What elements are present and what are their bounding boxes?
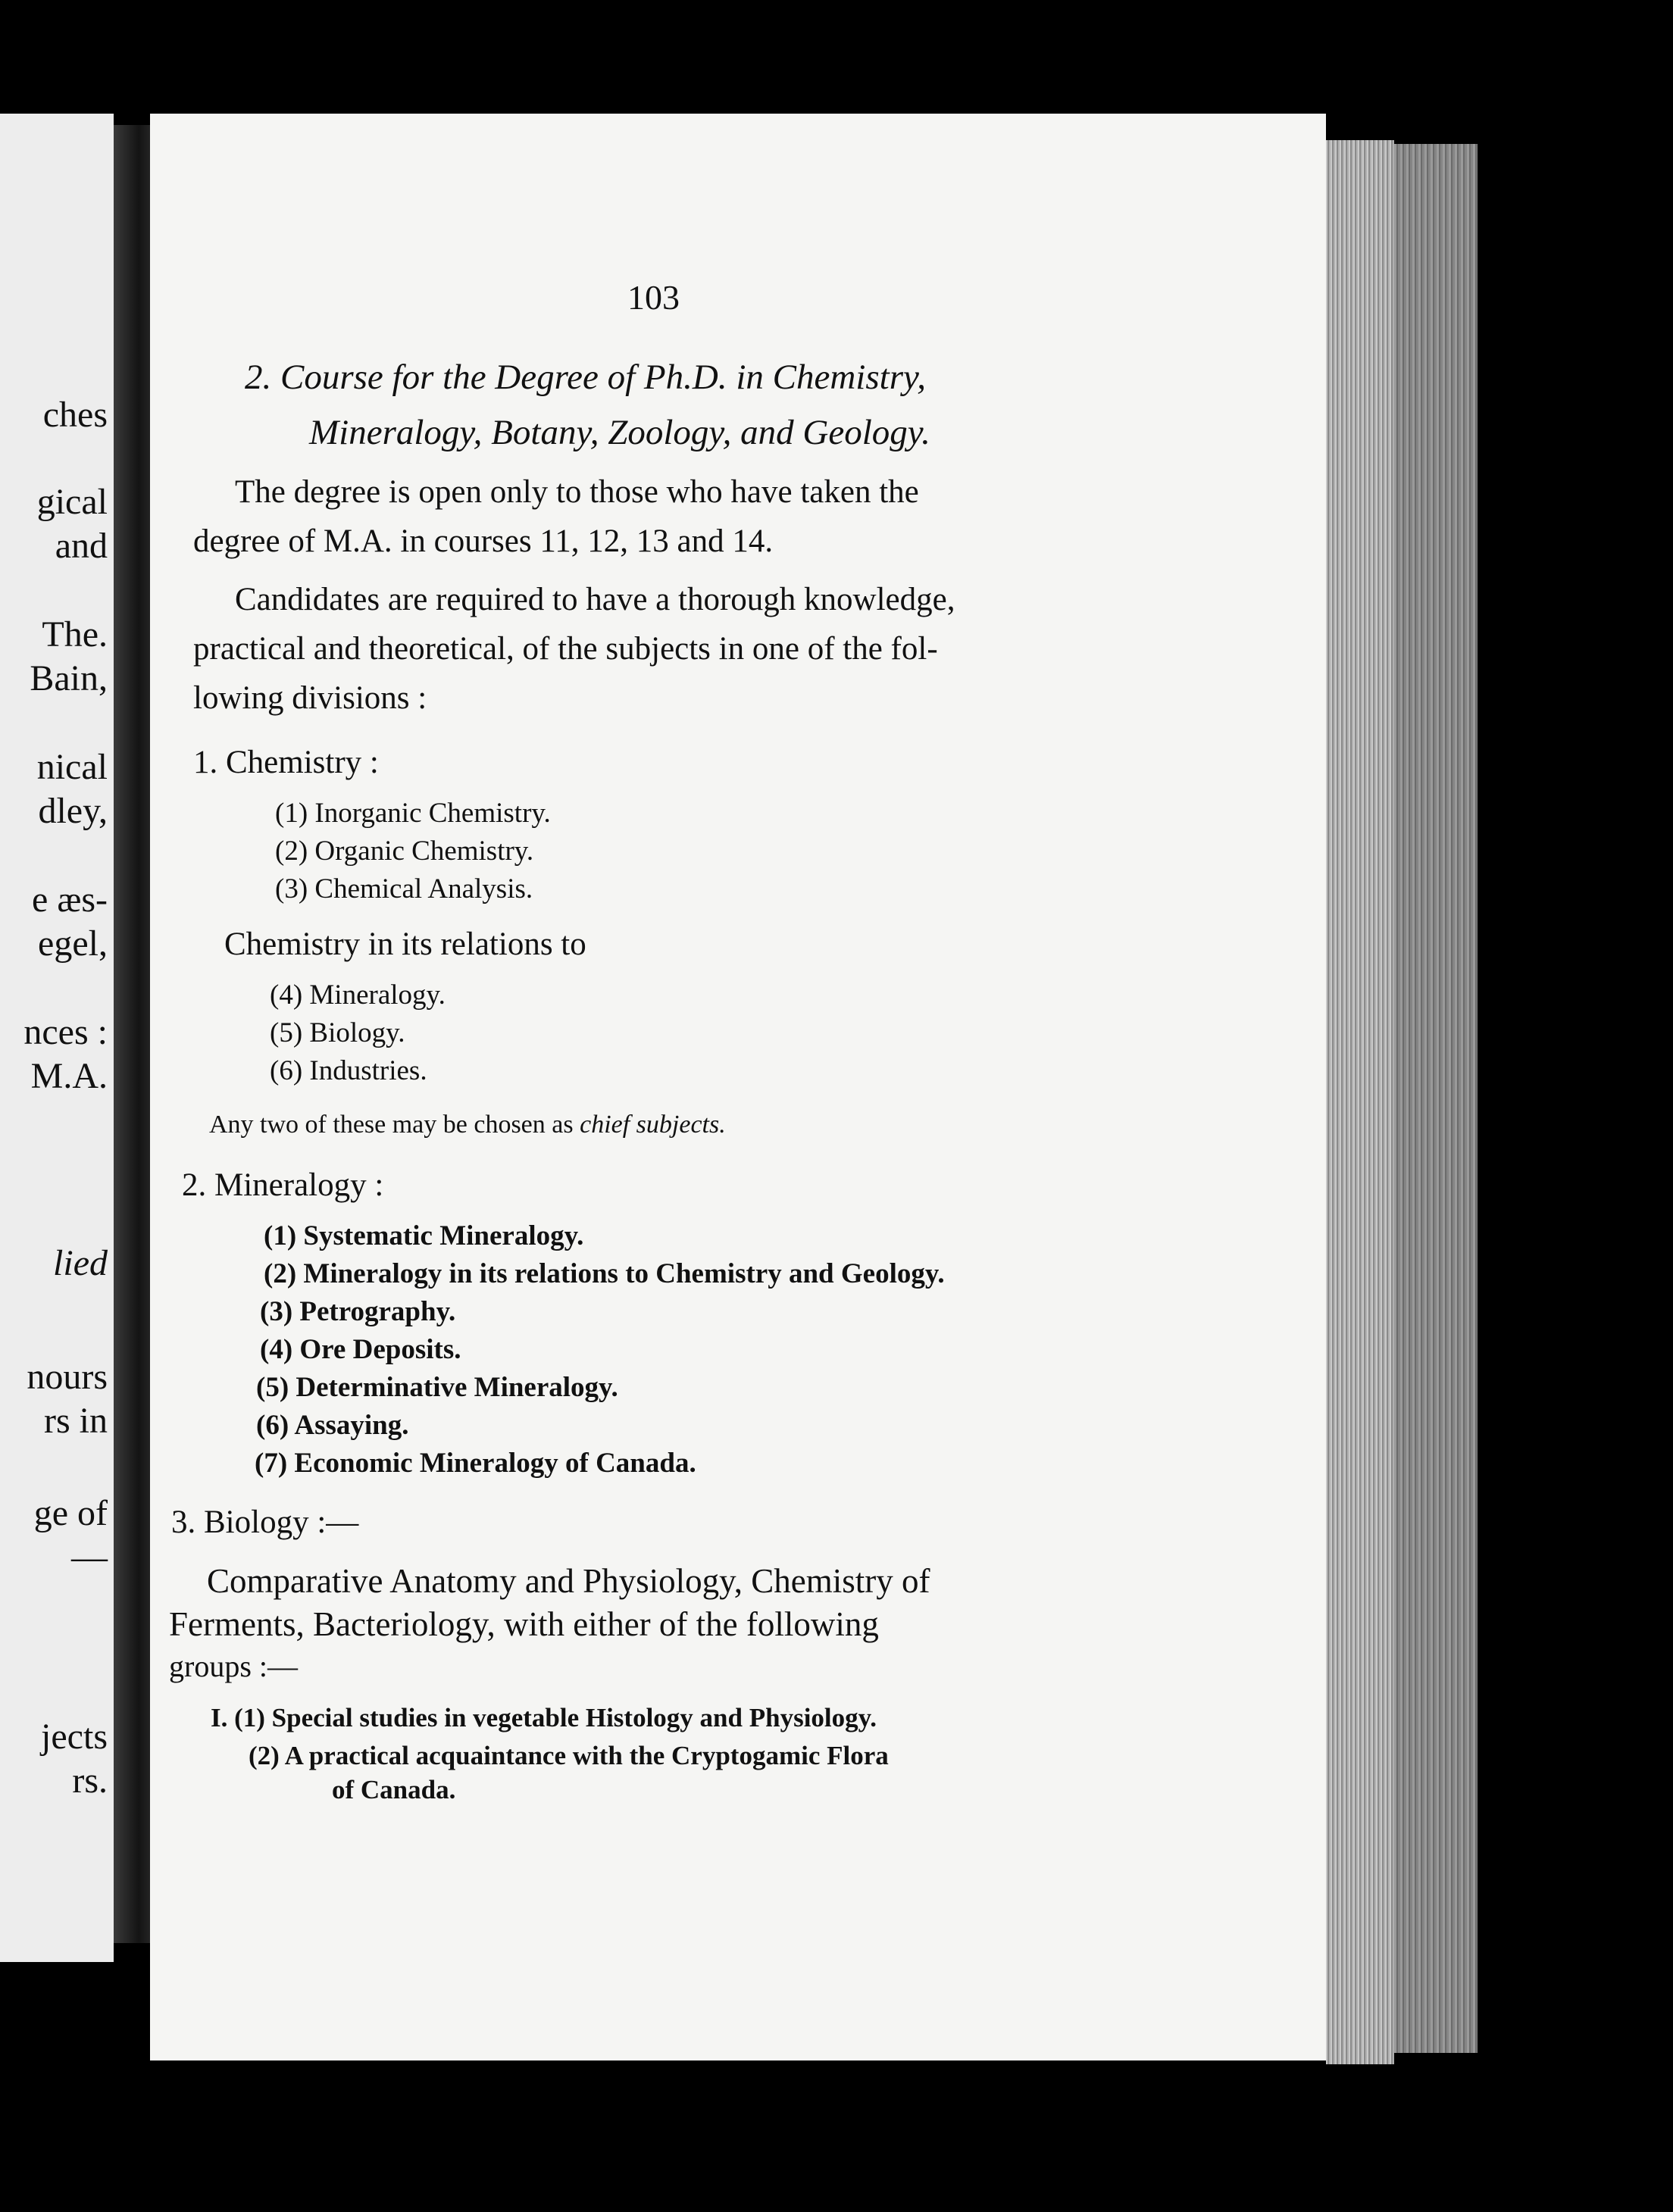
paragraph-line: groups :—: [169, 1649, 298, 1683]
paragraph-line: Comparative Anatomy and Physiology, Chemistry of: [207, 1562, 930, 1600]
list-item: (1) Systematic Mineralogy.: [264, 1220, 584, 1251]
list-item: (1) Inorganic Chemistry.: [275, 798, 551, 829]
biology-heading: 3. Biology :—: [171, 1504, 359, 1540]
book-gutter: [114, 125, 155, 1943]
list-item: (5) Biology.: [270, 1017, 405, 1048]
list-item: (5) Determinative Mineralogy.: [256, 1372, 618, 1403]
left-fragment: nical: [36, 747, 108, 787]
left-fragment: lied: [53, 1243, 108, 1283]
list-item: of Canada.: [332, 1775, 456, 1804]
left-fragment: nours: [27, 1357, 108, 1397]
paragraph-line: degree of M.A. in courses 11, 12, 13 and 14.: [193, 523, 774, 559]
main-page: [150, 114, 1326, 2060]
chemistry-heading: 1. Chemistry :: [193, 745, 379, 780]
list-item: (2) A practical acquaintance with the Cryptogamic Flora: [249, 1741, 889, 1770]
list-item: (4) Mineralogy.: [270, 979, 446, 1011]
list-item: (3) Chemical Analysis.: [275, 873, 533, 904]
list-item: (2) Organic Chemistry.: [275, 836, 534, 867]
list-item: (3) Petrography.: [260, 1296, 456, 1327]
left-fragment: rs in: [44, 1401, 108, 1441]
list-item: (4) Ore Deposits.: [260, 1334, 461, 1365]
paragraph-line: lowing divisions :: [193, 680, 427, 716]
paragraph-line: Candidates are required to have a thorough knowledge,: [235, 582, 955, 617]
left-fragment: egel,: [38, 923, 108, 964]
chemistry-relations-heading: Chemistry in its relations to: [224, 926, 586, 962]
paragraph-line: Ferments, Bacteriology, with either of the following: [169, 1605, 879, 1643]
left-fragment: nces :: [23, 1012, 108, 1052]
list-item: (6) Assaying.: [256, 1410, 409, 1441]
left-fragment: e æs-: [32, 879, 108, 920]
section-title-line1: 2. Course for the Degree of Ph.D. in Chemistry,: [245, 358, 927, 397]
paragraph-line: practical and theoretical, of the subjects in one of the fol-: [193, 631, 938, 667]
left-fragment: The.: [42, 614, 108, 655]
page-number: 103: [627, 278, 680, 317]
page-edges-outer: [1394, 144, 1478, 2053]
mineralogy-heading: 2. Mineralogy :: [182, 1167, 384, 1203]
paragraph-line: The degree is open only to those who have taken the: [235, 474, 919, 510]
list-item: (2) Mineralogy in its relations to Chemistry and Geology.: [264, 1258, 945, 1289]
note-text: Any two of these may be chosen as: [209, 1111, 574, 1139]
left-fragment: ches: [42, 395, 108, 435]
left-fragment: dley,: [38, 791, 108, 831]
chief-subjects-note: [209, 1112, 726, 1138]
left-fragment: —: [71, 1537, 108, 1577]
left-fragment: ge of: [33, 1493, 108, 1533]
left-fragment: gical: [36, 482, 108, 522]
page-edges: [1326, 140, 1394, 2064]
list-item: (6) Industries.: [270, 1055, 427, 1086]
left-fragment: rs.: [72, 1761, 108, 1801]
left-fragment: and: [55, 526, 108, 566]
left-fragment: M.A.: [30, 1056, 108, 1096]
left-facing-page: [0, 114, 114, 1962]
list-item: I. (1) Special studies in vegetable Histology and Physiology.: [211, 1703, 877, 1732]
left-fragment: jects: [41, 1717, 108, 1757]
left-fragment: Bain,: [30, 658, 108, 698]
section-title-line2: Mineralogy, Botany, Zoology, and Geology.: [309, 413, 930, 452]
list-item: (7) Economic Mineralogy of Canada.: [255, 1448, 696, 1479]
note-italic: chief subjects.: [580, 1111, 726, 1139]
